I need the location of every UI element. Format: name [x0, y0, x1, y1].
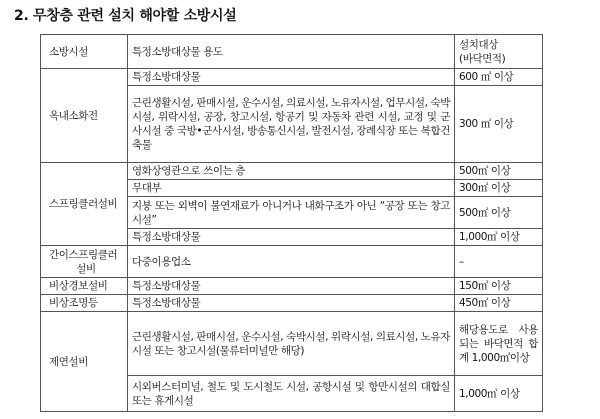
- target-cell: 무대부: [128, 180, 455, 197]
- target-cell: 근린생활시설, 판매시설, 운수시설, 의료시설, 노유자시설, 업무시설, 숙박시설, 위락시설, 공장, 창고시설, 항공기 및 자동차 관련 시설, 교정 및 군사시설 중 국방•군사시설, 방송통신시설, 발전시설, 장례식장 또는 복합건축물: [128, 86, 455, 163]
- facility-indoor-hydrant: 옥내소화전: [41, 69, 128, 163]
- scope-cell: 1,000㎡ 이상: [455, 229, 543, 246]
- scope-cell: 600 ㎡ 이상: [455, 69, 543, 86]
- target-cell: 특정소방대상물: [128, 229, 455, 246]
- scope-cell: 1,000㎡ 이상: [455, 376, 543, 412]
- table-row: [41, 278, 543, 295]
- header-scope-line2: (바닥면적): [459, 52, 506, 65]
- target-cell: 시외버스터미널, 철도 및 도시철도 시설, 공항시설 및 항만시설의 대합실 또는 휴게시설: [128, 376, 455, 412]
- table-row: [41, 312, 543, 376]
- target-cell: 지붕 또는 외벽이 불연재료가 아니거나 내화구조가 아닌 “공장 또는 창고시설”: [128, 197, 455, 229]
- target-cell: 다중이용업소: [128, 246, 455, 278]
- target-cell: 근린생활시설, 판매시설, 운수시설, 숙박시설, 위락시설, 의료시설, 노유자시설 또는 창고시설(물류터미널만 해당): [128, 312, 455, 376]
- facility-simple-sprinkler-line1: 간이스프링클러: [49, 248, 118, 261]
- facility-sprinkler: 스프링클러설비: [41, 163, 128, 246]
- target-cell: 특정소방대상물: [128, 295, 455, 312]
- scope-cell: 450㎡ 이상: [455, 295, 543, 312]
- table-row: [41, 163, 543, 180]
- fire-facility-table: [40, 34, 543, 412]
- target-cell: 특정소방대상물: [128, 278, 455, 295]
- facility-smoke-control: 제연설비: [41, 312, 128, 412]
- table-row: [41, 246, 543, 278]
- table-header-row: [41, 35, 543, 69]
- scope-cell: 300㎡ 이상: [455, 180, 543, 197]
- scope-cell: 150㎡ 이상: [455, 278, 543, 295]
- scope-cell: 500㎡ 이상: [455, 197, 543, 229]
- header-target: 특정소방대상물 용도: [128, 35, 455, 69]
- scope-cell: –: [455, 246, 543, 278]
- table-row: [41, 295, 543, 312]
- target-cell: 영화상영관으로 쓰이는 층: [128, 163, 455, 180]
- scope-cell: 해당용도로 사용되는 바닥면적 합계 1,000㎡이상: [455, 312, 543, 376]
- header-scope: [455, 35, 543, 69]
- facility-simple-sprinkler: [41, 246, 128, 278]
- scope-cell: 300 ㎡ 이상: [455, 86, 543, 163]
- table-row: [41, 69, 543, 86]
- section-heading: 2. 무창층 관련 설치 해야할 소방시설: [14, 8, 237, 24]
- header-scope-line1: 설치대상: [459, 38, 498, 51]
- header-facility: 소방시설: [41, 35, 128, 69]
- facility-simple-sprinkler-line2: 설비: [76, 262, 96, 275]
- target-cell: 특정소방대상물: [128, 69, 455, 86]
- facility-emergency-alarm: 비상경보설비: [41, 278, 128, 295]
- facility-emergency-lighting: 비상조명등: [41, 295, 128, 312]
- scope-cell: 500㎡ 이상: [455, 163, 543, 180]
